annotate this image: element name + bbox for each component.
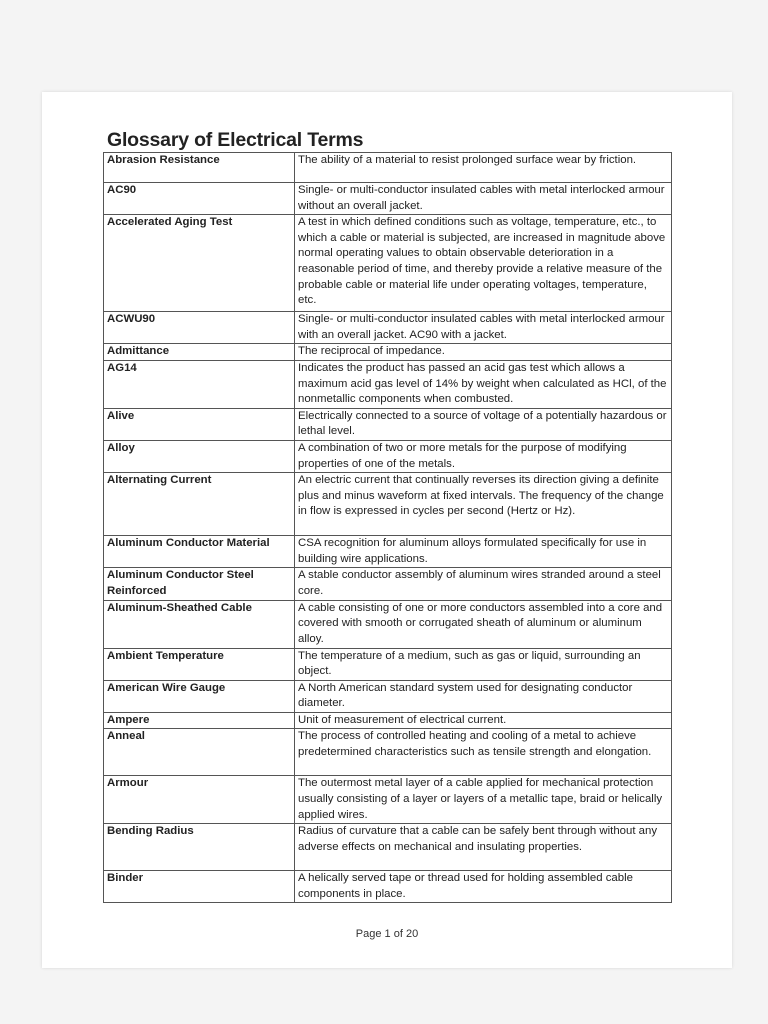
glossary-term: Alternating Current	[104, 473, 295, 536]
table-row	[104, 776, 672, 824]
glossary-definition: Single- or multi-conductor insulated cables with metal interlocked armour without an overall jacket.	[295, 183, 672, 215]
glossary-term: Anneal	[104, 729, 295, 776]
glossary-definition: A combination of two or more metals for the purpose of modifying properties of one of the metals.	[295, 440, 672, 472]
glossary-definition: The ability of a material to resist prolonged surface wear by friction.	[295, 153, 672, 183]
table-row	[104, 871, 672, 903]
glossary-definition: A helically served tape or thread used for holding assembled cable components in place.	[295, 871, 672, 903]
glossary-term: Alive	[104, 408, 295, 440]
table-row	[104, 215, 672, 312]
table-row	[104, 600, 672, 648]
glossary-definition: The process of controlled heating and cooling of a metal to achieve predetermined characteristics such as tensile strength and elongation.	[295, 729, 672, 776]
table-row	[104, 440, 672, 472]
glossary-definition: A stable conductor assembly of aluminum wires stranded around a steel core.	[295, 568, 672, 600]
table-row	[104, 312, 672, 344]
glossary-term: Aluminum-Sheathed Cable	[104, 600, 295, 648]
glossary-term: Admittance	[104, 344, 295, 361]
glossary-term: American Wire Gauge	[104, 680, 295, 712]
page-number: Page 1 of 20	[355, 928, 419, 940]
glossary-term: Aluminum Conductor Steel Reinforced	[104, 568, 295, 600]
glossary-definition: A cable consisting of one or more conductors assembled into a core and covered with smooth or corrugated sheath of aluminum or aluminum alloy.	[295, 600, 672, 648]
table-row	[104, 568, 672, 600]
table-row	[104, 473, 672, 536]
glossary-definition: The reciprocal of impedance.	[295, 344, 672, 361]
table-row	[104, 536, 672, 568]
table-row	[104, 824, 672, 871]
glossary-term: Accelerated Aging Test	[104, 215, 295, 312]
glossary-term: Alloy	[104, 440, 295, 472]
table-row	[104, 183, 672, 215]
table-row	[104, 648, 672, 680]
table-row	[104, 360, 672, 408]
page-title: Glossary of Electrical Terms	[107, 129, 364, 151]
glossary-term: Ampere	[104, 712, 295, 729]
glossary-definition: Radius of curvature that a cable can be safely bent through without any adverse effects on mechanical and insulating properties.	[295, 824, 672, 871]
glossary-definition: Electrically connected to a source of voltage of a potentially hazardous or lethal level.	[295, 408, 672, 440]
glossary-term: AC90	[104, 183, 295, 215]
table-row	[104, 712, 672, 729]
table-row	[104, 680, 672, 712]
glossary-term: AG14	[104, 360, 295, 408]
glossary-definition: Indicates the product has passed an acid gas test which allows a maximum acid gas level of 14% by weight when calculated as HCl, of the nonmetallic components when combusted.	[295, 360, 672, 408]
glossary-table	[103, 152, 672, 903]
table-row	[104, 729, 672, 776]
document-page	[42, 92, 732, 968]
table-row	[104, 344, 672, 361]
glossary-term: Abrasion Resistance	[104, 153, 295, 183]
glossary-definition: CSA recognition for aluminum alloys formulated specifically for use in building wire applications.	[295, 536, 672, 568]
glossary-definition: Unit of measurement of electrical current.	[295, 712, 672, 729]
glossary-definition: Single- or multi-conductor insulated cables with metal interlocked armour with an overall jacket. AC90 with a jacket.	[295, 312, 672, 344]
glossary-term: Ambient Temperature	[104, 648, 295, 680]
glossary-term: Bending Radius	[104, 824, 295, 871]
glossary-definition: The outermost metal layer of a cable applied for mechanical protection usually consisting of a layer or layers of a metallic tape, braid or helically applied wires.	[295, 776, 672, 824]
glossary-definition: A North American standard system used for designating conductor diameter.	[295, 680, 672, 712]
glossary-term: Aluminum Conductor Material	[104, 536, 295, 568]
glossary-definition: The temperature of a medium, such as gas or liquid, surrounding an object.	[295, 648, 672, 680]
table-row	[104, 408, 672, 440]
glossary-definition: An electric current that continually reverses its direction giving a definite plus and minus waveform at fixed intervals. The frequency of the change in flow is expressed in cycles per second (Hertz or Hz).	[295, 473, 672, 536]
glossary-definition: A test in which defined conditions such as voltage, temperature, etc., to which a cable or material is subjected, are increased in magnitude above normal operating values to obtain observable deterioration in a reasonable period of time, and thereby provide a relative measure of the probable cable or material life under operating voltages, temperature, etc.	[295, 215, 672, 312]
glossary-body	[104, 153, 672, 903]
glossary-term: ACWU90	[104, 312, 295, 344]
glossary-term: Binder	[104, 871, 295, 903]
glossary-term: Armour	[104, 776, 295, 824]
table-row	[104, 153, 672, 183]
